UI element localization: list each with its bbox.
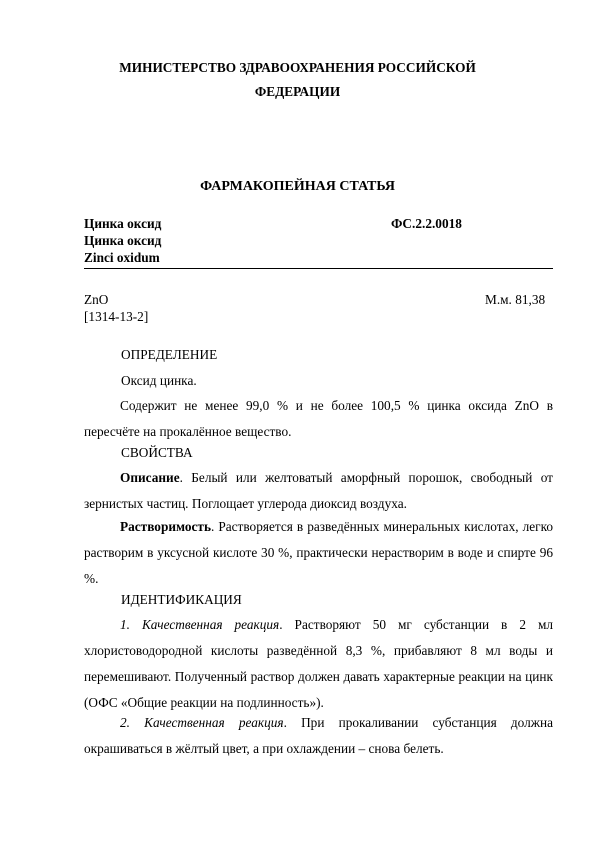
ident1-label: 1. Качественная реакция — [120, 617, 280, 632]
ministry-line-1: МИНИСТЕРСТВО ЗДРАВООХРАНЕНИЯ РОССИЙСКОЙ — [119, 60, 476, 75]
solubility-label: Растворимость — [120, 519, 211, 534]
substance-name-ru-2: Цинка оксид — [84, 233, 162, 248]
title-divider — [84, 268, 553, 269]
substance-name-ru: Цинка оксид — [84, 216, 162, 231]
ident1-paragraph — [84, 612, 553, 716]
article-type-title: ФАРМАКОПЕЙНАЯ СТАТЬЯ — [200, 179, 395, 194]
ministry-line-2: ФЕДЕРАЦИИ — [254, 84, 341, 99]
ident2-label: 2. Качественная реакция — [120, 715, 284, 730]
description-text: . Белый или желтоватый аморфный порошок, свободный от зернистых частиц. Поглощает углерода диоксид воздуха. — [84, 470, 553, 511]
ident2-text: . При прокаливании субстанция должна окрашиваться в жёлтый цвет, а при охлаждении – снова белеть. — [84, 715, 553, 756]
substance-name-lat: Zinci oxidum — [84, 250, 160, 265]
ministry-header — [0, 56, 595, 104]
article-code: ФС.2.2.0018 — [391, 216, 462, 231]
ident1-text: . Растворяют 50 мг субстанции в 2 мл хлористоводородной кислоты разведённой 8,3 %, прибавляют 8 мл воды и перемешивают. Полученный раствор должен давать характерные реакции на цинк (ОФС «Общие реакции на подлинность»). — [84, 617, 554, 710]
content-text: Содержит не менее 99,0 % и не более 100,5 % цинка оксида ZnO в пересчёте на прокалённое вещество. — [84, 398, 553, 439]
molecular-weight: М.м. 81,38 — [485, 292, 546, 307]
solubility-paragraph — [84, 514, 553, 592]
definition-text: Оксид цинка. — [121, 373, 197, 388]
solubility-text: . Растворяется в разведённых минеральных кислотах, легко растворим в уксусной кислоте 30 %, практически нерастворим в воде и спирте 96 %. — [84, 519, 553, 586]
properties-heading: СВОЙСТВА — [121, 445, 193, 460]
content-paragraph — [84, 393, 553, 445]
molecular-formula: ZnO — [84, 292, 109, 307]
description-paragraph — [84, 465, 553, 517]
description-label: Описание — [120, 470, 180, 485]
ident2-paragraph — [84, 710, 553, 762]
identification-heading: ИДЕНТИФИКАЦИЯ — [121, 592, 242, 607]
definition-heading: ОПРЕДЕЛЕНИЕ — [121, 347, 218, 362]
cas-number: [1314-13-2] — [84, 309, 149, 324]
